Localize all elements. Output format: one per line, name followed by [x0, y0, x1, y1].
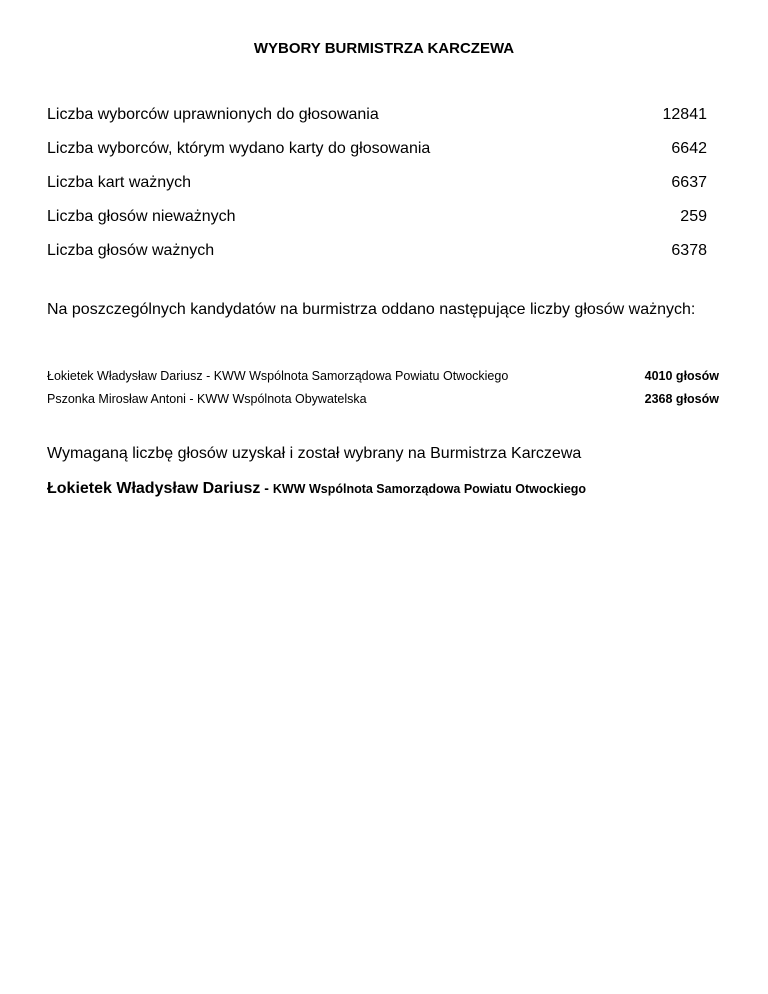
- stat-row: [47, 172, 707, 206]
- stats-table: [47, 104, 707, 274]
- stat-row: [47, 206, 707, 240]
- winner-party: KWW Wspólnota Samorządowa Powiatu Otwockiego: [272, 482, 587, 496]
- stat-value: 6642: [671, 140, 707, 157]
- candidates-list: [47, 368, 719, 414]
- candidate-votes: 2368 głosów: [644, 392, 719, 406]
- candidate-name: Łokietek Władysław Dariusz - KWW Wspólnota Samorządowa Powiatu Otwockiego: [47, 369, 509, 383]
- candidates-intro: Na poszczególnych kandydatów na burmistrza oddano następujące liczby głosów ważnych:: [47, 301, 696, 318]
- stat-row: [47, 104, 707, 138]
- stat-value: 259: [680, 208, 707, 225]
- candidate-name: Pszonka Mirosław Antoni - KWW Wspólnota Obywatelska: [47, 392, 367, 406]
- stat-label: Liczba kart ważnych: [47, 174, 192, 191]
- stat-value: 12841: [662, 106, 707, 123]
- stat-label: Liczba głosów nieważnych: [47, 208, 236, 225]
- stat-label: Liczba wyborców uprawnionych do głosowania: [47, 106, 379, 123]
- stat-value: 6637: [671, 174, 707, 191]
- stat-row: [47, 138, 707, 172]
- stat-label: Liczba głosów ważnych: [47, 242, 215, 259]
- stat-row: [47, 240, 707, 274]
- stat-label: Liczba wyborców, którym wydano karty do głosowania: [47, 140, 431, 157]
- winner-separator: -: [260, 480, 273, 496]
- winner-name: Łokietek Władysław Dariusz: [47, 480, 261, 497]
- stat-value: 6378: [671, 242, 707, 259]
- candidate-row: [47, 391, 719, 414]
- winner-line: [47, 480, 747, 498]
- page-title: WYBORY BURMISTRZA KARCZEWA: [253, 40, 515, 57]
- candidate-row: [47, 368, 719, 391]
- result-statement: Wymaganą liczbę głosów uzyskał i został wybrany na Burmistrza Karczewa: [47, 445, 582, 462]
- candidate-votes: 4010 głosów: [644, 369, 719, 383]
